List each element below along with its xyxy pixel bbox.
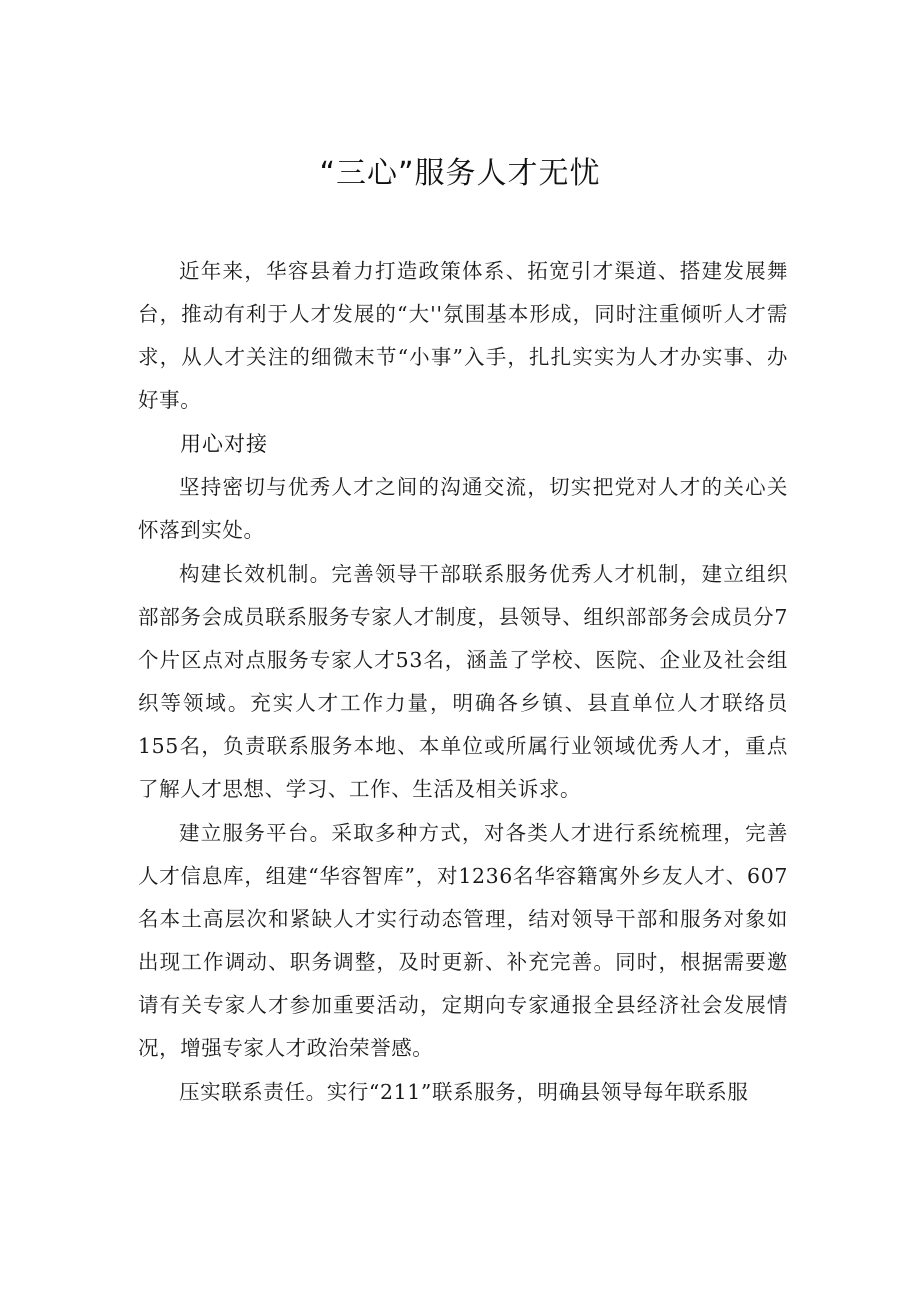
document-title: “三心”服务人才无忧: [319, 156, 601, 191]
responsibility-paragraph: 压实联系责任。实行“211”联系服务，明确县领导每年联系服: [179, 1080, 749, 1104]
document-body: [138, 250, 788, 1114]
mechanism-paragraph: 构建长效机制。完善领导干部联系服务优秀人才机制，建立组织部部务会成员联系服务专家人才制度，县领导、组织部部务会成员分7个片区点对点服务专家人才53名，涵盖了学校、医院、企业及社会组织等领域。充实人才工作力量，明确各乡镇、县直单位人才联络员155名，负责联系服务本地、本单位或所属行业领域优秀人才，重点了解人才思想、学习、工作、生活及相关诉求。: [138, 562, 788, 801]
section-lead-paragraph: 坚持密切与优秀人才之间的沟通交流，切实把党对人才的关心关怀落到实处。: [138, 475, 788, 542]
platform-paragraph: 建立服务平台。采取多种方式，对各类人才进行系统梳理，完善人才信息库，组建“华容智库”，对1236名华容籍寓外乡友人才、607名本土高层次和紧缺人才实行动态管理，结对领导干部和服务对象如出现工作调动、职务调整，及时更新、补充完善。同时，根据需要邀请有关专家人才参加重要活动，定期向专家通报全县经济社会发展情况，增强专家人才政治荣誉感。: [138, 821, 788, 1060]
section-heading: 用心对接: [180, 432, 268, 456]
intro-paragraph: 近年来，华容县着力打造政策体系、拓宽引才渠道、搭建发展舞台，推动有利于人才发展的“大''氛围基本形成，同时注重倾听人才需求，从人才关注的细微末节“小事”入手，扎扎实实为人才办实事、办好事。: [138, 259, 788, 412]
